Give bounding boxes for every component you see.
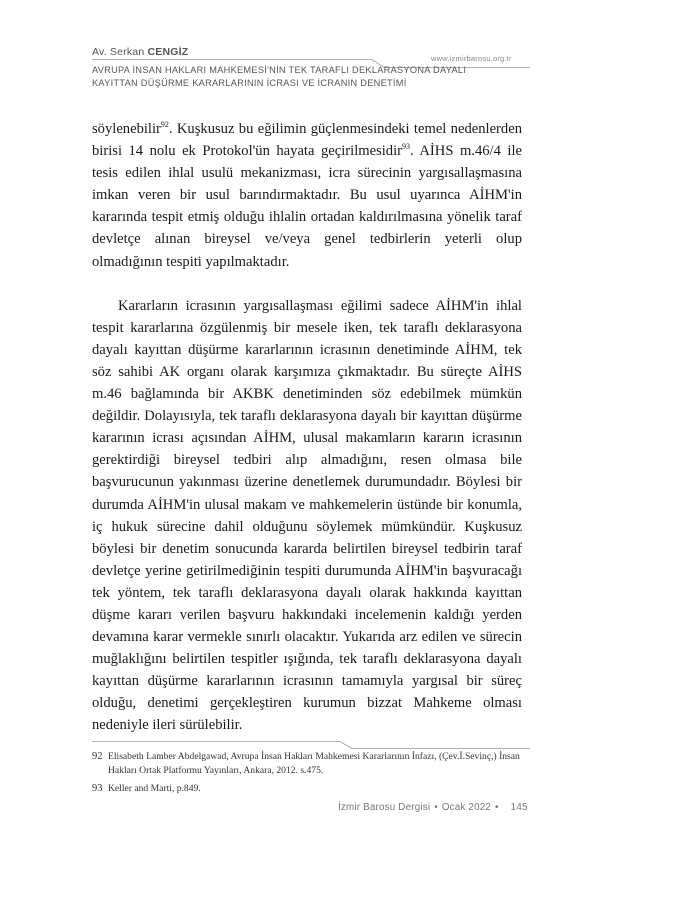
footnote-92 [92, 750, 532, 777]
paragraph-1: söylenebilir$^{92}$. Kuşkusuz bu eğilimin güçlenmesindeki temel nedenlerden birisi 14 nolu ek Protokol'ün hayata geçirilmesidir$^{93}$. AİHS m.46/4 ile tesis edilen ihlal usulü mekanizması, icra sürecinin yargısallaşmasına imkan veren bir usul barındırmaktadır. Bu usul uyarınca AİHM'in kararında tespit etmiş olduğu ihlalin ortadan kaldırılmasına yönelik taraf devletçe alınan bireysel ve/veya genel tedbirlerin yeterli olup olmadığının tespiti yapılmaktadır. [92, 120, 522, 270]
footnote-ref-93[interactable]: 93 [402, 142, 411, 152]
paragraph-2: Kararların icrasının yargısallaşması eğilimi sadece AİHM'in ihlal tespit kararlarına özgülenmiş bir mesele iken, tek taraflı deklarasyona dayalı kayıttan düşürme kararlarının icrasının denetiminde AİHM, tek söz sahibi AK organı olarak karşımıza çıkmaktadır. Bu süreçte AİHS m.46 bağlamında bir AKBK denetiminden söz edebilmek mümkün değildir. Dolayısıyla, tek taraflı deklarasyona dayalı bir kayıttan düşürme kararının icrası açısından AİHM, ulusal makamların kararın icrasının gerektirdiği bireysel tedbiri alıp almadığını, resen olmasa bile başvurucunun yakınması üzerine denetlemek durumundadır. Böylesi bir durumda AİHM'in ulusal makam ve mahkemelerin üstünde bir konumla, iç hukuk sürecine dahil olduğunu söylemek mümkündür. Kuşkusuz böylesi bir denetim sonucunda kararda belirtilen bireysel tedbirin taraf devletçe yerine getirilmediğinin tespiti durumunda AİHM'in başvuracağı tek yöntem, tek taraflı deklarasyona dayalı olarak hakkında kayıttan düşme kararı verilen başvuru hakkındaki incelemenin kaldığı yerden devamına karar vermekle sınırlı olacaktır. Yukarıda arz edilen ve sürecin muğlaklığını belirtilen tespitler ışığında, tek taraflı deklarasyona dayalı kayıttan düşürme kararlarının icrasının tamamıyla yargısal bir süreç olduğu, denetimi gerçekleştiren kurumun bizzat Mahkeme olması nedeniyle ileri sürülebilir. [92, 297, 522, 734]
issue-date: Ocak 2022 [441, 802, 492, 813]
footnote-93 [92, 782, 532, 796]
footnote-text: Elisabeth Lamber Abdelgawad, Avrupa İnsan Hakları Mahkemesi Kararlarının İnfazı, (Çev.İ.Sevinç,) İnsan Hakları Ortak Platformu Yayınları, Ankara, 2012. s.475. [108, 751, 520, 776]
page-number: 145 [510, 802, 528, 813]
footnote-ref-92[interactable]: 92 [160, 120, 169, 130]
footnotes [92, 750, 532, 801]
footnote-number: 92 [92, 751, 103, 762]
website-url[interactable]: www.izmirbarosu.org.tr [431, 54, 512, 63]
journal-name: İzmir Barosu Dergisi [338, 802, 431, 813]
page-footer [338, 802, 528, 813]
article-title: AVRUPA İNSAN HAKLARI MAHKEMESİ'NİN TEK TARAFLI DEKLARASYONA DAYALI KAYITTAN DÜŞÜRME KARARLARININ İCRASI VE İCRANIN DENETİMİ [92, 65, 467, 88]
author-surname: CENGİZ [147, 46, 189, 58]
body-text [92, 118, 522, 737]
author-name [92, 46, 188, 58]
footer-separator: • [495, 802, 499, 813]
author-prefix: Av. Serkan [92, 46, 148, 58]
footnote-number: 93 [92, 783, 103, 795]
footnote-text: Keller and Marti, p.849. [108, 783, 201, 795]
footer-separator: • [434, 802, 438, 813]
